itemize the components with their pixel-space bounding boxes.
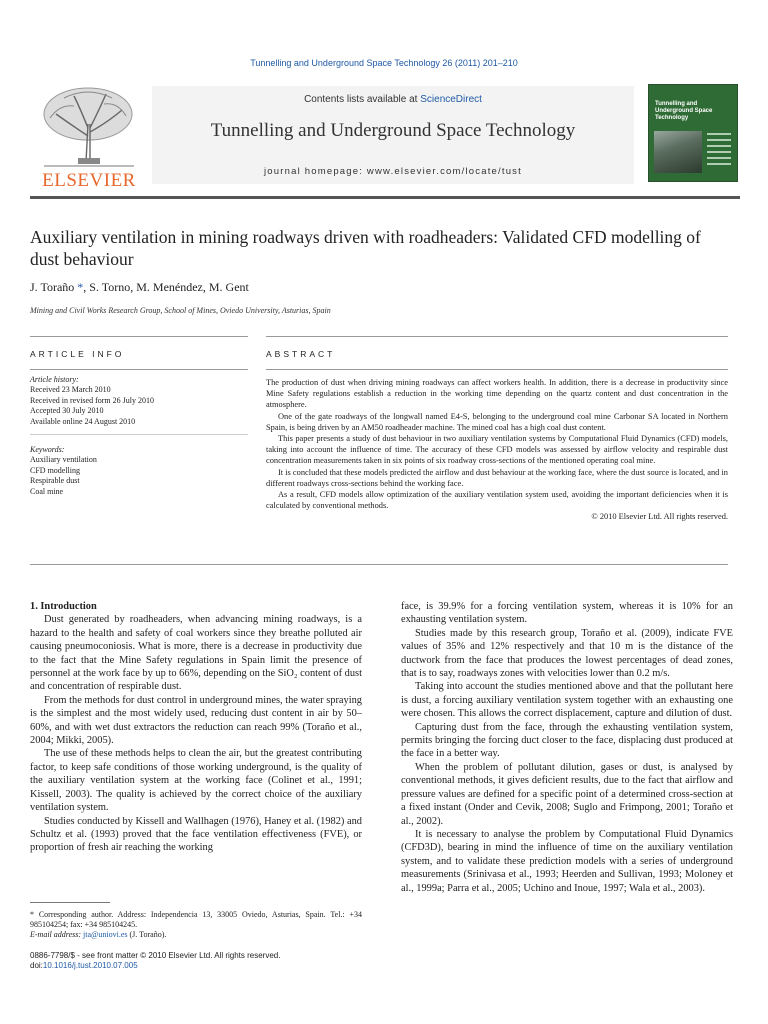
elsevier-logo [30,84,148,194]
abstract-paragraph: One of the gate roadways of the longwall named E4-S, belonging to the underground coal mine Carbonar SA located in Northern Spain, is being driven by an AM50 roadheader machine. The mined coal has a high coal dust content. [266,411,728,432]
history-item: Received 23 March 2010 [30,385,111,395]
front-matter [30,951,280,971]
keywords-label: Keywords: [30,445,65,454]
article-info-heading: ARTICLE INFO [30,349,125,359]
cover-title: Tunnelling and Underground Space Technology [655,101,713,121]
contents-line [152,94,634,105]
keyword: Auxiliary ventilation [30,455,97,465]
issn-line: 0886-7798/$ - see front matter © 2010 Elsevier Ltd. All rights reserved. [30,951,281,960]
body-paragraph: When the problem of pollutant dilution, gases or dust, is analysed by conventional methods, it gives deficient results, due to the fact that airflow and pressure values are defined for a specific point of a determined cross-section at a fixed instant (Onder and Cevik, 2008; Suglo and Frimpong, 2001; Toraño et al., 2002). [401,761,733,827]
journal-header [152,86,634,184]
divider [266,336,728,337]
article-history [30,375,248,427]
footnote-divider [30,902,110,903]
email-link[interactable]: jta@uniovi.es [83,930,128,939]
body-paragraph: Studies conducted by Kissell and Wallhagen (1976), Haney et al. (1982) and Schultz et al. (1993) proved that the face ventilation effectiveness (FVE), or proportion of fresh air reaching the working [30,815,362,854]
history-item: Accepted 30 July 2010 [30,406,104,416]
divider [266,369,728,370]
affiliation: Mining and Civil Works Research Group, School of Mines, Oviedo University, Asturias, Spain [30,306,331,315]
body-paragraph: It is necessary to analyse the problem by Computational Fluid Dynamics (CFD3D), bearing in mind the influence of time on the auxiliary ventilation system, and to validate these prediction models with a series of underground measurements (Srinivasa et al., 1993; Heerden and Sullivan, 1993; Moloney et al., 1999a; Parra et al., 2005; Uchino and Inoue, 1997; Wala et al., 2003). [401,828,733,894]
sciencedirect-link[interactable]: ScienceDirect [420,94,482,105]
paper-title: Auxiliary ventilation in mining roadways driven with roadheaders: Validated CFD modelling of dust behaviour [30,227,701,269]
abstract-paragraph: This paper presents a study of dust behaviour in two auxiliary ventilation systems by Computational Fluid Dynamics (CFD) models, taking into account the influence of time. The accuracy of these CFD models was assessed by airflow velocity and respirable dust concentration measurements taken in six points of six roadway cross-sections of the mentioned operating coal mine. [266,434,728,466]
author-name[interactable]: J. Toraño [30,280,75,294]
cover-contents-list [707,133,731,169]
contents-prefix: Contents lists available at [304,94,421,105]
body-paragraph: face, is 39.9% for a forcing ventilation system, whereas it is 10% for an exhausting ventilation system. [401,601,733,626]
abstract-paragraph: It is concluded that these models predicted the airflow and dust behaviour at the working face, where the dust source is located, and in different roadways cross-sections behind the working face. [266,467,728,488]
header-divider [30,196,740,199]
body-left-column [30,600,362,855]
author-names: , S. Torno, M. Menéndez, M. Gent [83,280,249,294]
keywords [30,445,248,497]
body-right-column [401,600,733,895]
body-paragraph: From the methods for dust control in underground mines, the water spraying is the simplest and the most widely used, reducing dust content in air by 50–60%, and with wet dust extractors the reduction can reach 99% (Toraño et al., 2004; Mikki, 2005). [30,694,362,747]
abstract-body [266,377,728,523]
body-paragraph: Taking into account the studies mentioned above and that the pollutant here is dust, a forcing auxiliary ventilation system together with an exhausting one were chosen. This allows the correct displacement, capture and dilution of dust. [401,681,733,720]
doi-line [30,961,280,971]
corresponding-author-note: * Corresponding author. Address: Independencia 13, 33005 Oviedo, Asturias, Spain. Tel.: +34 985104254; fax: +34 985104245. [30,910,362,929]
email-line [30,930,362,940]
history-item: Received in revised form 26 July 2010 [30,395,154,405]
journal-title: Tunnelling and Underground Space Technology [210,120,576,141]
journal-citation[interactable]: Tunnelling and Underground Space Technology 26 (2011) 201–210 [250,58,518,68]
copyright: © 2010 Elsevier Ltd. All rights reserved. [591,512,728,522]
divider [30,434,248,435]
body-paragraph: Studies made by this research group, Toraño et al. (2009), indicate FVE values of 35% and 12% respectively and that 10 m is the distance of the ductwork from the face that produces the lowest percentages of dead zones, that is to say, roadways zones with velocities lower than 0.2 m/s. [401,627,733,680]
cover-photo [654,131,702,173]
doi-link[interactable]: 10.1016/j.tust.2010.07.005 [42,961,138,970]
footnote [30,910,362,940]
email-suffix: (J. Toraño). [127,930,167,939]
author-list [30,280,249,295]
keyword: CFD modelling [30,465,81,475]
publisher-name: ELSEVIER [42,170,136,191]
keyword: Coal mine [30,486,64,496]
abstract-heading: ABSTRACT [266,349,336,359]
corresponding-author-mark[interactable]: * [74,280,84,294]
body-paragraph: Capturing dust from the face, through the exhausting ventilation system, permits bringing the forcing duct closer to the face, displacing dust produced at the face in a better way. [401,721,733,760]
section-heading: 1. Introduction [30,601,97,612]
body-paragraph: The use of these methods helps to clean the air, but the greatest contributing factor, to keep safe conditions of those working underground, is the quality of the auxiliary ventilation system at the working face (Colinet et al., 1991; Kissell, 2003). The quality is achieved by the correct choice of the auxiliary ventilation system. [30,748,362,814]
history-label: Article history: [30,375,79,384]
divider [30,336,248,337]
abstract-paragraph: As a result, CFD models allow optimization of the auxiliary ventilation system used, avoiding the important deficiencies when it is calculated by conventional methods. [266,490,728,511]
doi-prefix: doi: [30,961,43,970]
abstract-paragraph: The production of dust when driving mining roadways can affect workers health. In addition, there is a decrease in productivity since Mine Safety regulations establish a reduction in the working time depending on the quartz content and dust concentration in the atmosphere. [266,378,728,410]
elsevier-tree-icon [30,84,148,170]
email-label: E-mail address: [30,930,84,939]
body-paragraph: Dust generated by roadheaders, when advancing mining roadways, is a hazard to the health and safety of coal workers since they breathe polluted air causing pneumoconiosis. What is more, there is a decrease in productivity due to the fact that the Mine Safety regulations in Spain limit the presence of personnel at the work face by up to 66%, depending on the SiO₂ content of dust and concentration of respirable dust. [30,614,362,693]
keyword: Respirable dust [30,476,80,486]
journal-homepage[interactable]: journal homepage: www.elsevier.com/locate/tust [264,166,522,177]
journal-cover [648,84,738,182]
divider [30,369,248,370]
divider [30,564,728,565]
history-item: Available online 24 August 2010 [30,416,136,426]
